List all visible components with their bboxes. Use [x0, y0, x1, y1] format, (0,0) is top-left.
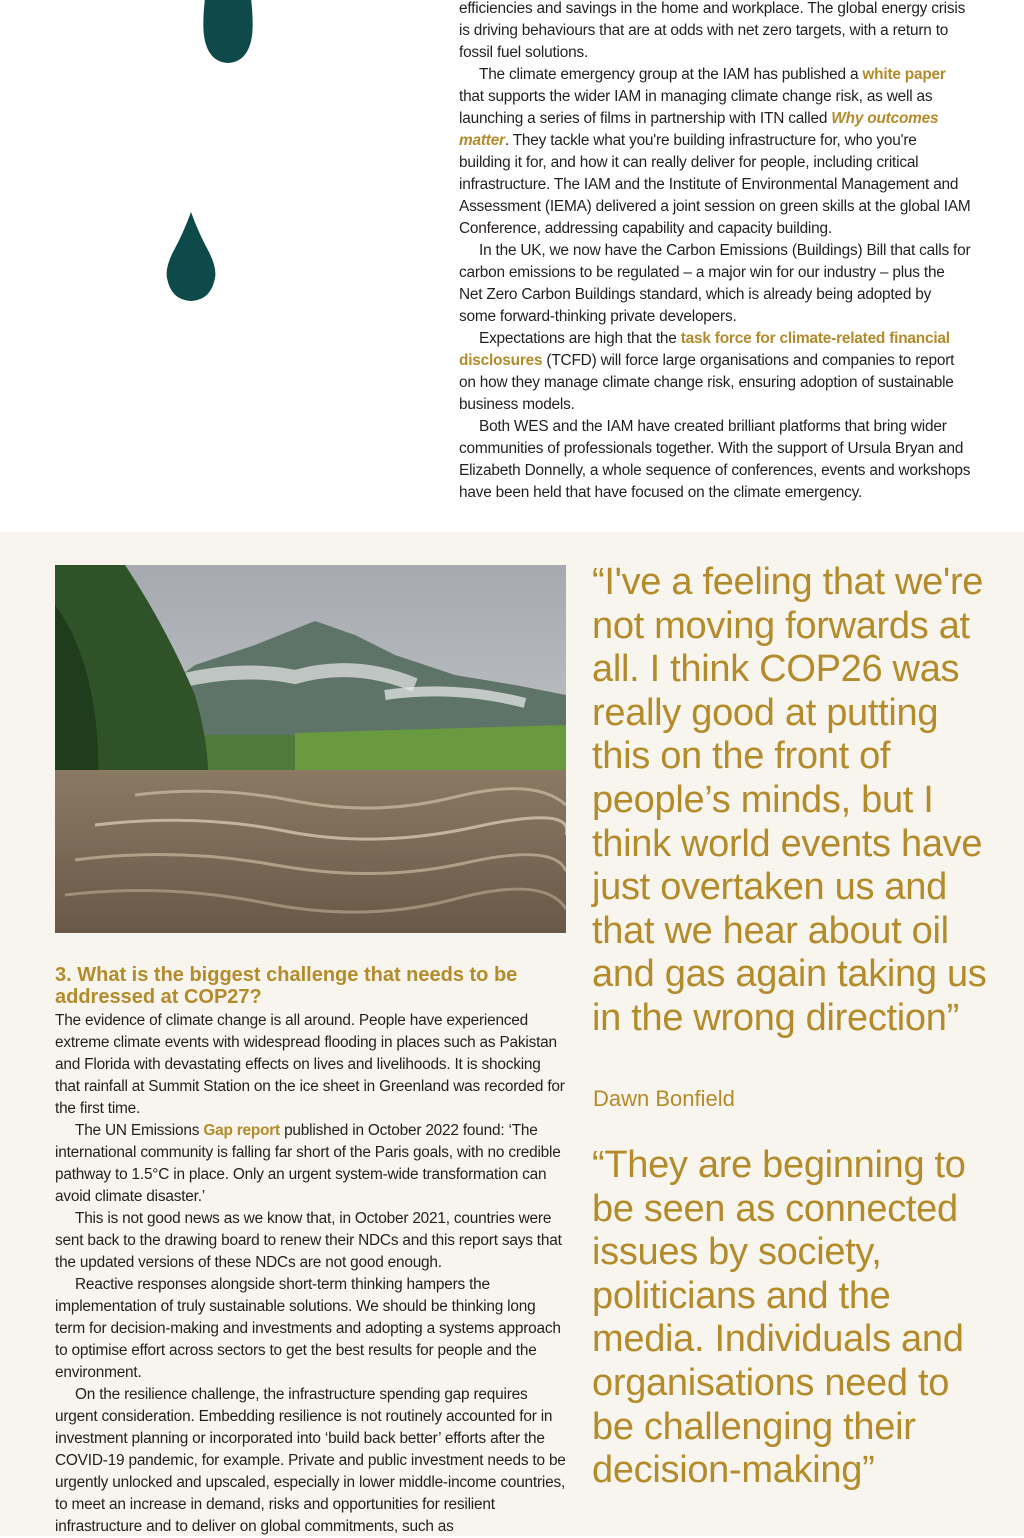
paragraph: Reactive responses alongside short-term thinking hampers the implementation of truly sustainable solutions. We should be thinking long term for decision-making and investments and adopting a systems approach to optimise effort across sectors to get the best results for people and the environment. — [55, 1276, 561, 1381]
text: (TCFD) will force large organisations and companies to report on how they manage climate change risk, ensuring adoption of sustainable business models. — [459, 352, 955, 413]
why-outcomes-matter-link[interactable]: Why outcomes matter — [459, 110, 939, 149]
text: The climate emergency group at the IAM has published a — [479, 66, 863, 83]
text: that supports the wider IAM in managing climate change risk, as well as launching a series of films in partnership with ITN called — [459, 88, 933, 127]
paragraph — [459, 64, 971, 240]
text: The UN Emissions — [75, 1122, 204, 1139]
article-column-left — [55, 1010, 569, 1538]
section-heading: 3. What is the biggest challenge that needs to be addressed at COP27? — [55, 964, 518, 1008]
paragraph: Both WES and the IAM have created brilliant platforms that bring wider communities of professionals together. With the support of Ursula Bryan and Elizabeth Donnelly, a whole sequence of conferences, events and workshops have been held that have focused on the climate emergency. — [459, 418, 971, 501]
paragraph — [459, 328, 971, 416]
paragraph: This is not good news as we know that, in October 2021, countries were sent back to the drawing board to renew their NDCs and this report says that the updated versions of these NDCs are not good enough. — [55, 1210, 562, 1271]
quote-attribution: Dawn Bonfield — [593, 1086, 735, 1111]
pull-quote-1: “I've a feeling that we're not moving forwards at all. I think COP26 was really good at putting this on the front of people’s minds, but I think world events have just overtaken us and that we hear about oil and gas again taking us in the wrong direction” — [592, 561, 987, 1039]
paragraph: efficiencies and savings in the home and workplace. The global energy crisis is driving behaviours that are at odds with net zero targets, with a return to fossil fuel solutions. — [459, 0, 966, 61]
top-section — [0, 0, 1024, 532]
pull-quote-2: “They are beginning to be seen as connected issues by society, politicians and the media. Individuals and organisations need to be challenging their decision-making” — [592, 1144, 966, 1492]
gap-report-link[interactable]: Gap report — [203, 1122, 280, 1139]
paragraph — [55, 1120, 569, 1208]
article-column-right — [459, 0, 971, 504]
flood-photo — [55, 565, 566, 933]
paragraph: The evidence of climate change is all around. People have experienced extreme climate events with widespread flooding in places such as Pakistan and Florida with devastating effects on lives and livelihoods. It is shocking that rainfall at Summit Station on the ice sheet in Greenland was recorded for the first time. — [55, 1012, 565, 1117]
water-drop-shape — [167, 212, 216, 301]
white-paper-link[interactable]: white paper — [862, 66, 946, 83]
water-drop-shape — [203, 0, 252, 63]
flood-photo-illustration — [55, 565, 566, 933]
water-drop-icon — [165, 212, 217, 302]
text: published in October 2022 found: ‘The international community is falling far short of the Paris goals, with no credible pathway to 1.5°C in place. Only an urgent system-wide transformation can avoid climate disaster.’ — [55, 1122, 561, 1205]
text: Expectations are high that the — [479, 330, 681, 347]
water-drop-icon — [200, 0, 256, 64]
text: . They tackle what you're building infrastructure for, who you're building it for, and how it can really deliver for people, including critical infrastructure. The IAM and the Institute of Environmental Management and Assessment (IEMA) delivered a joint session on green skills at the global IAM Conference, addressing capability and capacity building. — [459, 132, 971, 237]
paragraph: In the UK, we now have the Carbon Emissions (Buildings) Bill that calls for carbon emissions to be regulated – a major win for our industry – plus the Net Zero Carbon Buildings standard, which is already being adopted by some forward-thinking private developers. — [459, 242, 971, 325]
paragraph: On the resilience challenge, the infrastructure spending gap requires urgent consideration. Embedding resilience is not routinely accounted for in investment planning or incorporated into ‘build back better’ efforts after the COVID-19 pandemic, for example. Private and public investment needs to be urgently unlocked and upscaled, especially in lower middle-income countries, to meet an increase in demand, risks and opportunities for resilient infrastructure and to deliver on global commitments, such as — [55, 1386, 566, 1535]
tcfd-link[interactable]: task force for climate-related financial disclosures — [459, 330, 950, 369]
